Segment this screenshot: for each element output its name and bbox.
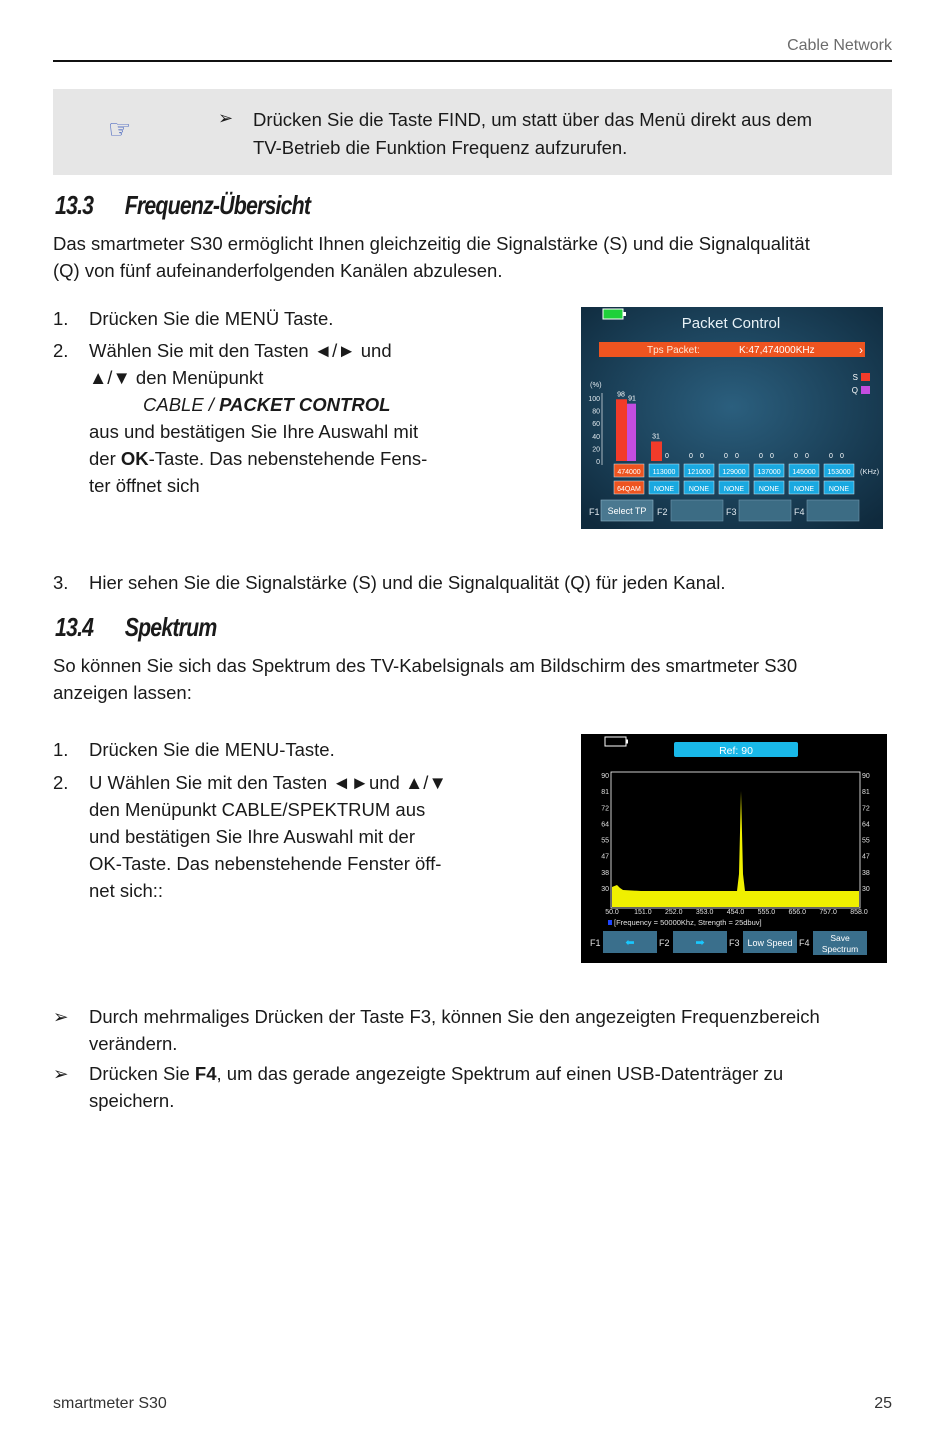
x-tick-label: 757.0 xyxy=(819,909,837,916)
x-tick-label: 858.0 xyxy=(850,909,868,916)
chevron-right-icon: › xyxy=(859,343,863,357)
channel-freq-label: 129000 xyxy=(722,469,746,476)
y-tick-label-left: 55 xyxy=(601,837,609,845)
channel-freq-label: 113000 xyxy=(652,469,676,476)
svg-text:Save: Save xyxy=(830,933,850,943)
y-tick-label-left: 81 xyxy=(601,789,609,797)
x-tick-label: 252.0 xyxy=(664,909,683,916)
list-item: 1. Drücken Sie die MENÜ Taste. xyxy=(53,308,334,329)
channel-freq-label: 153000 xyxy=(827,469,851,476)
y-tick-label: 60 xyxy=(592,421,600,429)
y-tick-label: 20 xyxy=(592,446,600,454)
y-tick-label-right: 55 xyxy=(862,837,870,845)
f3-button[interactable] xyxy=(739,500,791,521)
pointing-hand-icon: ☞ xyxy=(108,114,132,144)
data-label-s: 98 xyxy=(617,391,625,399)
x-tick-label: 50.0 xyxy=(605,909,619,916)
data-label-q: 0 xyxy=(735,453,739,460)
data-label-s: 0 xyxy=(794,453,798,460)
tps-value: K:47,474000KHz xyxy=(739,345,815,356)
header-rule xyxy=(53,60,892,62)
battery-icon xyxy=(603,309,623,319)
x-tick-label: 656.0 xyxy=(788,909,807,916)
svg-text:Select TP: Select TP xyxy=(607,506,647,516)
note-bullet: ➢ xyxy=(218,108,234,128)
channel-mod-label: NONE xyxy=(793,486,815,493)
list-item: 3. Hier sehen Sie die Signalstärke (S) und die Signalqualität (Q) für jeden Kanal. xyxy=(53,572,726,593)
channel-freq-label: 474000 xyxy=(617,469,641,476)
channel-mod-label: NONE xyxy=(688,486,710,493)
y-tick-label-left: 38 xyxy=(601,869,609,877)
y-tick-label-right: 72 xyxy=(862,805,870,813)
list-item: 2. U Wählen Sie mit den Tasten ◄►und ▲/▼ den Menüpunkt CABLE/SPEKTRUM aus und bestätigen Sie Ihre Auswahl mit der OK-Taste. Das nebenstehende Fenster öff- net sich:: xyxy=(53,772,447,901)
f4-button[interactable] xyxy=(807,500,859,521)
channel-mod-label: NONE xyxy=(828,486,850,493)
data-label-q: 0 xyxy=(665,453,669,460)
y-tick-label-right: 30 xyxy=(862,886,870,893)
bar-s xyxy=(616,399,627,461)
channel-freq-label: 121000 xyxy=(687,469,711,476)
running-header: Cable Network xyxy=(787,37,892,54)
svg-text:Low Speed: Low Speed xyxy=(747,938,793,948)
y-tick-label: 40 xyxy=(592,433,600,441)
y-tick-label-right: 81 xyxy=(862,789,870,797)
section-13-3-intro: Das smartmeter S30 ermöglicht Ihnen gleichzeitig die Signalstärke (S) und die Signalqualität (Q) von fünf aufeinanderfolgenden Kanälen abzulesen. xyxy=(53,233,810,281)
fkey-f1-label: F1 xyxy=(589,507,600,517)
list-item: ➢ Drücken Sie F4, um das gerade angezeigte Spektrum auf einen USB-Datenträger zu speichern. xyxy=(53,1063,784,1111)
y-tick-label-right: 64 xyxy=(862,821,870,829)
channel-freq-label: 137000 xyxy=(757,469,781,476)
y-tick-label-left: 90 xyxy=(601,773,609,780)
y-tick-label-left: 47 xyxy=(601,853,609,861)
left-arrow-icon: ⬅ xyxy=(625,937,635,949)
channel-freq-label: 145000 xyxy=(792,469,816,476)
page-number: 25 xyxy=(874,1395,892,1412)
marker-icon xyxy=(608,920,612,925)
legend-s-label: S xyxy=(852,373,858,382)
fkey-f2-label: F2 xyxy=(657,507,668,517)
data-label-q: 0 xyxy=(700,453,704,460)
y-tick-label: 0 xyxy=(596,459,600,466)
legend-q-label: Q xyxy=(851,386,858,395)
fkey-f3-label: F3 xyxy=(726,507,737,517)
data-label-s: 31 xyxy=(652,433,660,441)
section-heading-13-3: 13.3 Frequenz-Übersicht xyxy=(55,190,311,220)
spectrum-screenshot xyxy=(581,734,887,963)
section-heading-13-4: 13.4 Spektrum xyxy=(55,612,217,642)
section-13-4-intro: So können Sie sich das Spektrum des TV-Kabelsignals am Bildschirm des smartmeter S30 anzeigen lassen: xyxy=(53,655,798,703)
y-tick-label-left: 64 xyxy=(601,821,609,829)
x-tick-label: 454.0 xyxy=(726,909,745,916)
legend-s-swatch xyxy=(861,373,870,381)
status-line: [Frequency = 50000Khz, Strength = 25dbuv] xyxy=(614,918,762,927)
data-label-q: 0 xyxy=(770,453,774,460)
y-tick-label-left: 72 xyxy=(601,805,609,813)
f2-button[interactable] xyxy=(671,500,723,521)
x-tick-labels xyxy=(605,909,868,916)
bar-q xyxy=(627,404,636,461)
channel-mod-label: 64QAM xyxy=(617,486,641,493)
data-label-s: 0 xyxy=(724,453,728,460)
right-arrow-icon: ➡ xyxy=(695,937,705,949)
data-label-s: 0 xyxy=(689,453,693,460)
svg-text:Spectrum: Spectrum xyxy=(821,944,859,954)
x-tick-label: 353.0 xyxy=(695,909,714,916)
data-label-q: 0 xyxy=(840,453,844,460)
tps-label: Tps Packet: xyxy=(647,345,700,356)
fkey-f3-label: F3 xyxy=(729,938,740,948)
bar-s xyxy=(651,441,662,461)
channel-mod-label: NONE xyxy=(653,486,675,493)
channel-mod-label: NONE xyxy=(723,486,745,493)
fkey-f2-label: F2 xyxy=(659,938,670,948)
y-tick-label: 100 xyxy=(588,396,600,403)
y-tick-label-right: 90 xyxy=(862,773,870,780)
x-unit: (KHz) xyxy=(860,467,880,476)
list-item: 1. Drücken Sie die MENU-Taste. xyxy=(53,739,335,760)
ref-level-label: Ref: 90 xyxy=(719,745,753,757)
data-label-q: 91 xyxy=(628,395,636,403)
fkey-f1-label: F1 xyxy=(590,938,601,948)
data-label-q: 0 xyxy=(805,453,809,460)
screen-title: Packet Control xyxy=(681,315,781,332)
footer-product: smartmeter S30 xyxy=(53,1395,167,1412)
y-tick-label-left: 30 xyxy=(601,886,609,893)
data-label-s: 0 xyxy=(829,453,833,460)
channel-mod-label: NONE xyxy=(758,486,780,493)
x-tick-label: 151.0 xyxy=(634,909,652,916)
data-label-s: 0 xyxy=(759,453,763,460)
list-item: ➢ Durch mehrmaliges Drücken der Taste F3, können Sie den angezeigten Frequenzbereich verändern. xyxy=(53,1006,820,1054)
note-text: Drücken Sie die Taste FIND, um statt über das Menü direkt aus dem TV-Betrieb die Funktion Frequenz aufzurufen. xyxy=(253,109,813,158)
y-unit: (%) xyxy=(590,380,602,389)
packet-control-screenshot xyxy=(581,307,883,529)
fkey-f4-label: F4 xyxy=(799,938,810,948)
y-tick-label: 80 xyxy=(592,408,600,416)
tps-bar[interactable] xyxy=(599,342,865,357)
fkey-f4-label: F4 xyxy=(794,507,805,517)
legend-q-swatch xyxy=(861,386,870,394)
y-tick-label-right: 47 xyxy=(862,853,870,861)
list-item: 2. Wählen Sie mit den Tasten ◄/► und ▲/▼ den Menüpunkt CABLE / PACKET CONTROL aus und bestätigen Sie Ihre Auswahl mit der OK-Taste. Das nebenstehende Fens- ter öffnet sich xyxy=(53,340,428,496)
y-tick-label-right: 38 xyxy=(862,869,870,877)
x-tick-label: 555.0 xyxy=(757,909,776,916)
